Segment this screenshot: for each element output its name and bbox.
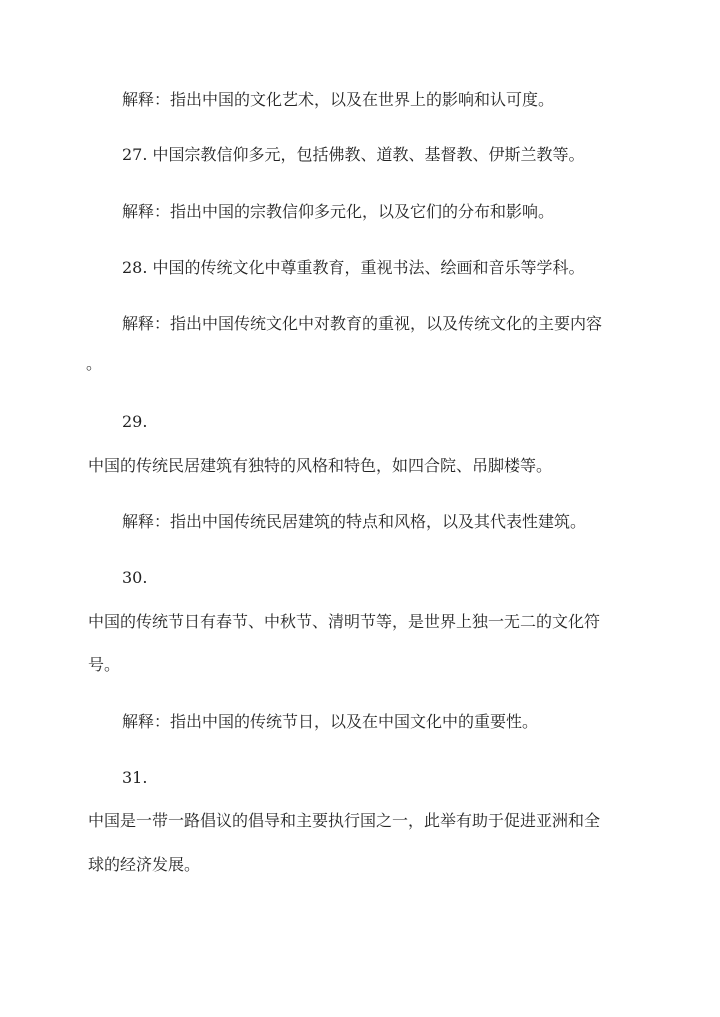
explanation-line: 解释：指出中国的传统节日，以及在中国文化中的重要性。	[122, 712, 539, 731]
item-30-text: 中国的传统节日有春节、中秋节、清明节等，是世界上独一无二的文化符	[88, 612, 601, 631]
item-31-text-continued: 球的经济发展。	[88, 855, 201, 874]
explanation-line: 解释：指出中国传统民居建筑的特点和风格，以及其代表性建筑。	[122, 512, 587, 531]
explanation-line: 解释：指出中国的文化艺术，以及在世界上的影响和认可度。	[122, 90, 555, 109]
explanation-line: 解释：指出中国传统文化中对教育的重视，以及传统文化的主要内容	[122, 314, 603, 333]
item-27-line: 27. 中国宗教信仰多元，包括佛教、道教、基督教、伊斯兰教等。	[122, 145, 585, 164]
item-number-31: 31.	[122, 768, 148, 787]
item-30-text-continued: 号。	[88, 655, 121, 674]
item-31-text: 中国是一带一路倡议的倡导和主要执行国之一，此举有助于促进亚洲和全	[88, 811, 601, 830]
item-29-text: 中国的传统民居建筑有独特的风格和特色，如四合院、吊脚楼等。	[88, 456, 553, 475]
wrapped-punctuation: 。	[86, 354, 103, 373]
item-28-line: 28. 中国的传统文化中尊重教育，重视书法、绘画和音乐等学科。	[122, 258, 585, 277]
item-number-29: 29.	[122, 412, 148, 431]
explanation-line: 解释：指出中国的宗教信仰多元化，以及它们的分布和影响。	[122, 202, 555, 221]
item-number-30: 30.	[122, 568, 148, 587]
